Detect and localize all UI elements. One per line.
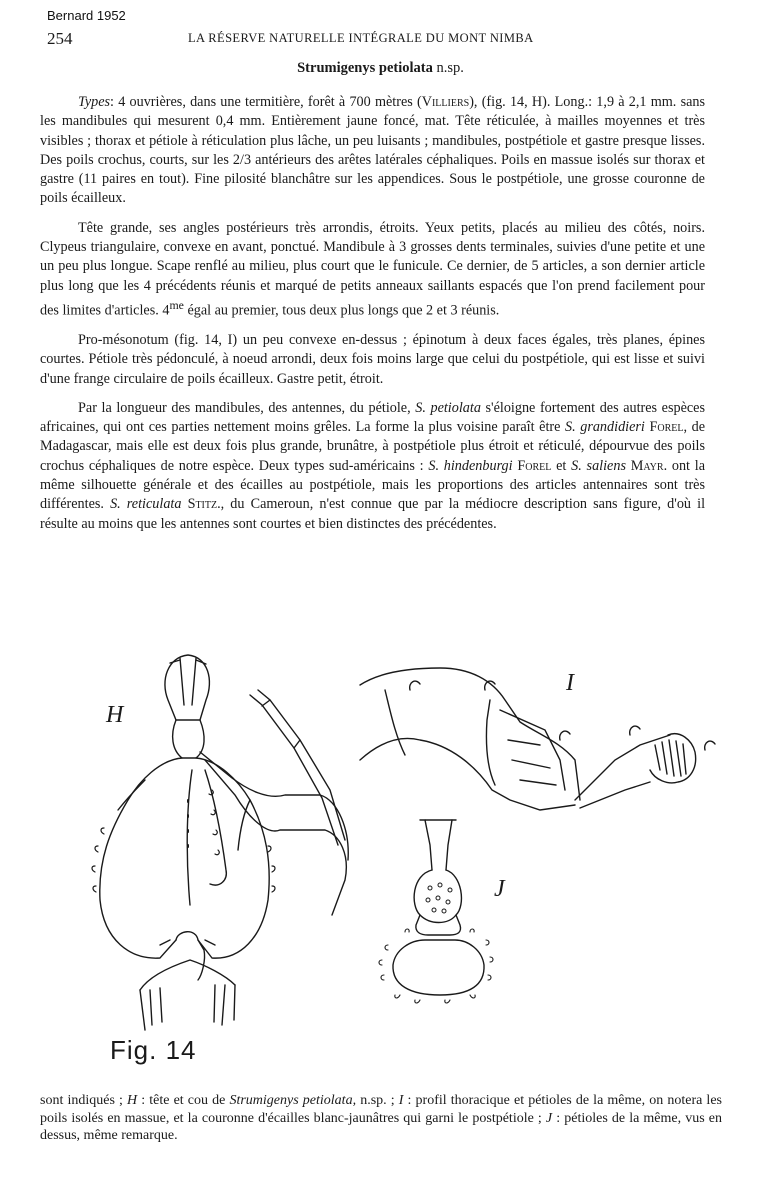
page-number: 254	[47, 29, 73, 48]
italic-run: S. saliens	[571, 457, 626, 474]
superscript: me	[169, 297, 184, 312]
italic-run: S. hindenburgi	[428, 457, 513, 474]
petiole-dorsal-illustration	[379, 820, 493, 1003]
text-run: : tête et cou de	[137, 1093, 230, 1108]
italic-run: S. grandidieri	[565, 419, 645, 436]
body-text	[40, 93, 705, 544]
text-run: , de Madagascar, mais elle est deux fois plus grande, brunâtre, à postpétiole plus étroit et réticulé, dépourvue des poils crochus céphaliques de notre espèce. Deux types sud-américains :	[40, 419, 705, 474]
author-name: Villiers	[421, 94, 470, 110]
author-name: Mayr	[630, 457, 664, 474]
text-run: Tête grande, ses angles postérieurs très arrondis, étroits. Yeux petits, placés au milieu des côtés, noirs. Clypeus triangulaire, convexe en avant, ponctué. Mandibule à 3 grosses dents terminales, suivies d'une petite et une un peu plus longue. Scape renflé au milieu, plus court que le funicule. Ce dernier, de 5 articles, a son dernier article plus long que les 4 précédents réunis et marqué de petits anneaux saillants espacés que l'on prend facilement pour des limites d'articles. 4	[40, 219, 705, 319]
italic-run: H	[127, 1093, 138, 1108]
panel-label-h: H	[106, 702, 124, 728]
italic-run: Types	[78, 94, 111, 110]
text-run: ), (fig. 14, H). Long.: 1,9 à 2,1 mm. sans les mandibules qui mesurent 0,4 mm. Entièrement jaune foncé, mat. Tête réticulée, à mailles moyennes et très visibles ; thorax et pétiole à réticulation plus lâche, un peu luisants ; mandibules, postpétiole et gastre presque lisses. Des poils crochus, courts, sur les 2/3 antérieurs des arêtes latérales céphaliques. Poils en massue isolés sur thorax et gastre (11 paires en tout). Fine pilosité blanchâtre sur les appendices. Sous le postpétiole, une grosse couronne de poils écailleux.	[40, 94, 706, 207]
paragraph-thorax	[40, 331, 705, 389]
text-run: et	[551, 457, 572, 474]
corner-note: Bernard 1952	[47, 8, 126, 23]
text-run: : 4 ouvrières, dans une termitière, forêt à 700 mètres (	[110, 94, 422, 110]
paragraph-types	[40, 93, 705, 209]
italic-run: I	[398, 1093, 404, 1108]
italic-run: Strumigenys petiolata,	[229, 1093, 357, 1108]
paragraph-comparison	[40, 399, 705, 534]
figure-caption	[40, 1092, 722, 1145]
text-run: : profil thoracique et pétioles de la même, on notera les poils isolés en massue, et la couronne d'écailles blanc-jaunâtres qui garni le postpétiole ;	[40, 1093, 722, 1126]
text-run: . ont la même silhouette générale et des écailles au postpétiole, mais les proportions des articles antennaires sont très différentes.	[40, 457, 706, 513]
text-run: Par la longueur des mandibules, des antennes, du pétiole,	[78, 399, 416, 416]
article-title	[0, 60, 761, 77]
text-run: égal au premier, tous deux plus longs que 2 et 3 réunis.	[183, 302, 500, 319]
figure-14	[0, 640, 761, 1080]
panel-label-j: J	[494, 876, 505, 902]
italic-run: J	[545, 1110, 553, 1126]
species-name: Strumigenys petiolata	[297, 60, 433, 76]
paragraph-head	[40, 219, 705, 321]
text-run: ., du Cameroun, n'est connue que par la médiocre description sans figure, d'où il résulte au moins que les antennes sont courtes et bien distinctes des précédentes.	[40, 496, 706, 532]
panel-label-i: I	[566, 670, 574, 696]
text-run: s'éloigne fortement des autres espèces africaines, qui ont ces parties nettement moins grêles. La forme la plus voisine paraît être	[40, 399, 705, 436]
text-run: n.sp. ;	[356, 1093, 399, 1108]
text-run: sont indiqués ;	[40, 1093, 128, 1108]
italic-run: S. petiolata	[415, 399, 481, 416]
running-head: LA RÉSERVE NATURELLE INTÉGRALE DU MONT NIMBA	[188, 31, 534, 45]
figure-label: Fig. 14	[110, 1035, 197, 1065]
author-name: Stitz	[187, 496, 218, 513]
italic-run: S. reticulata	[110, 496, 182, 513]
thorax-profile-illustration	[360, 668, 715, 810]
text-run: Pro-mésonotum (fig. 14, I) un peu convexe en-dessus ; épinotum à deux faces égales, très planes, épines courtes. Pétiole très pédonculé, à noeud arrondi, deux fois moins large que celui du postpétiole, qui est lisse et suivi d'une frange circulaire de poils écailleux. Gastre petit, étroit.	[40, 332, 705, 387]
text-run: : pétioles de la même, vus en dessus, même remarque.	[40, 1110, 723, 1143]
author-name: Forel	[649, 419, 684, 436]
author-name: Forel	[517, 457, 552, 474]
species-status: n.sp.	[436, 60, 464, 76]
head-neck-illustration	[92, 655, 348, 1030]
